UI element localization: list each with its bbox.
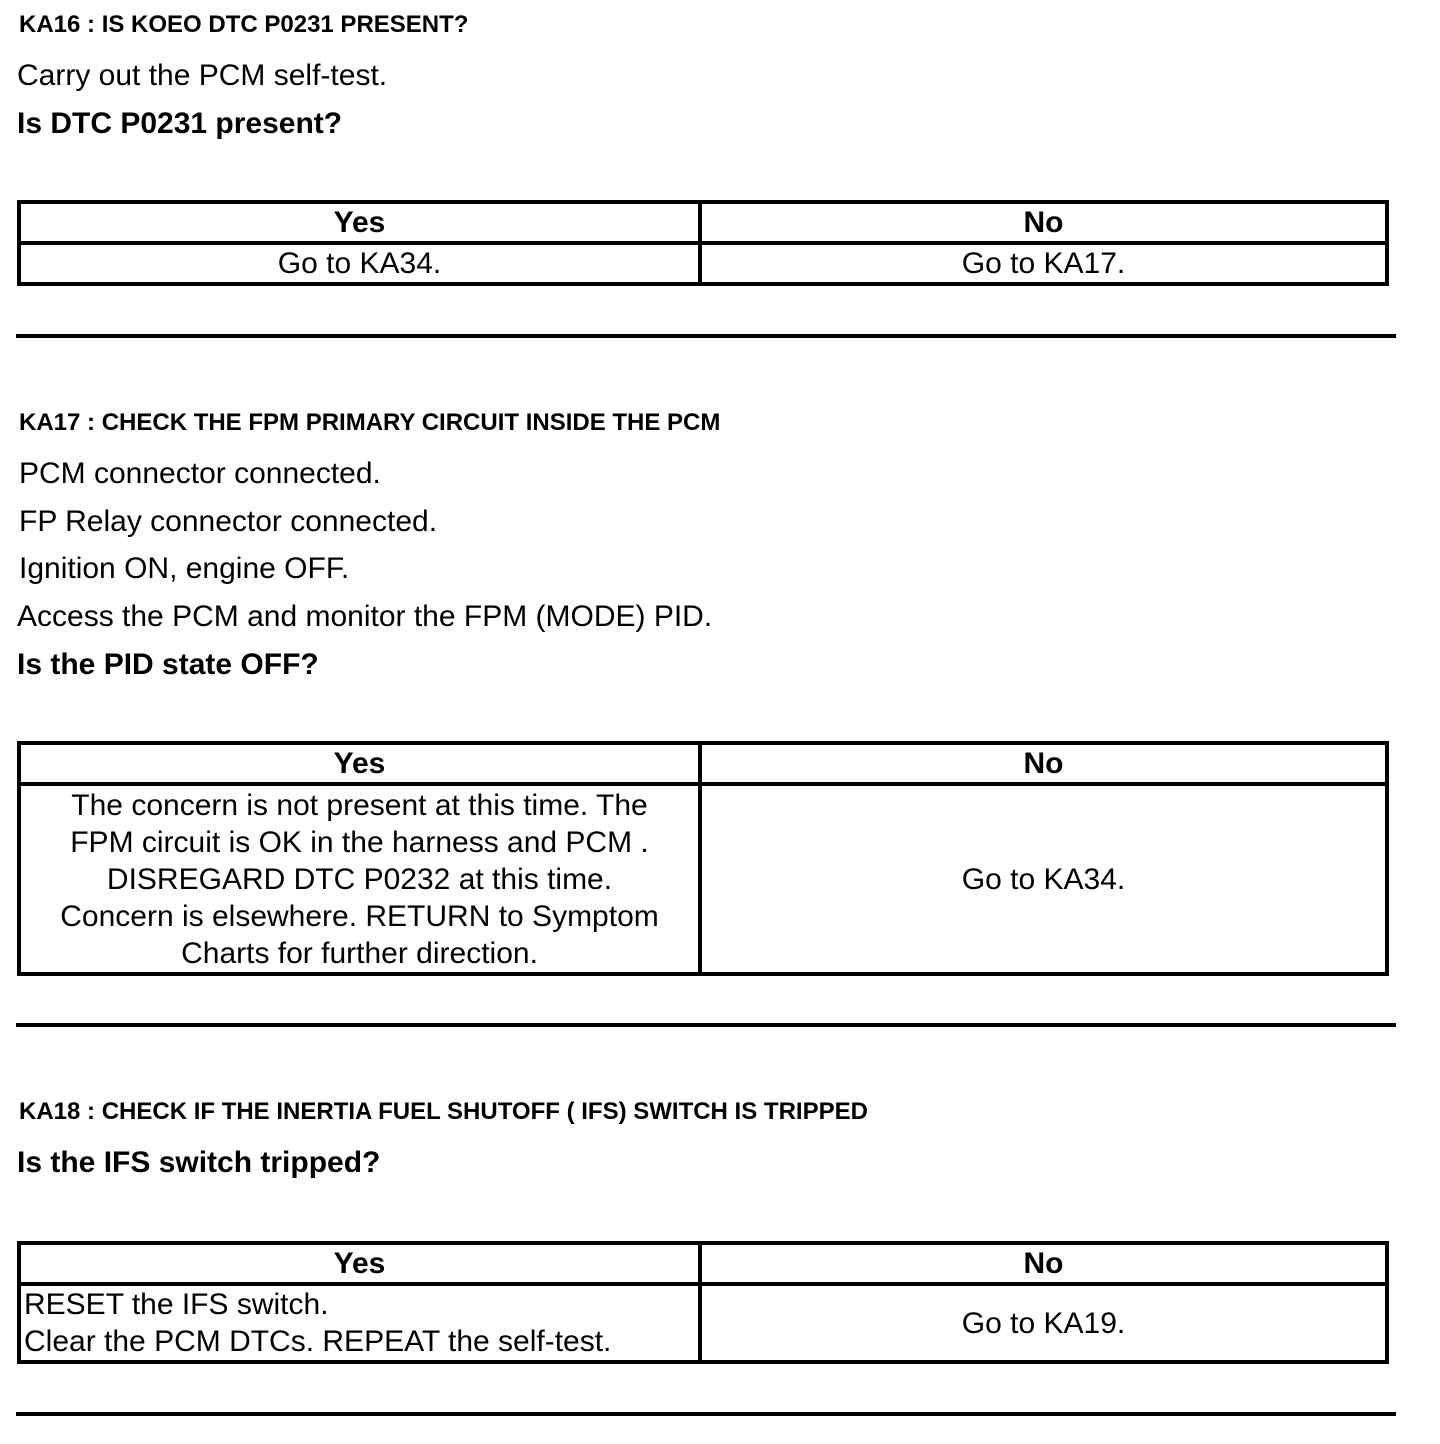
no-result: Go to KA19. [700,1284,1387,1362]
step-instruction: PCM connector connected. [19,457,381,490]
step-instruction: Access the PCM and monitor the FPM (MODE) PID. [17,600,713,633]
yes-result-line: Charts for further direction. [181,936,538,970]
section-divider [16,1023,1396,1027]
decision-table-ka17 [17,741,1389,976]
no-header: No [700,1243,1387,1284]
yes-result-line: Concern is elsewhere. RETURN to Symptom [60,899,659,933]
no-header: No [700,743,1387,784]
yes-result [19,1284,700,1362]
yes-result [19,243,700,284]
yes-result-line: Go to KA34. [277,247,442,280]
yes-result-line: The concern is not present at this time. The [71,788,648,822]
no-result: Go to KA34. [700,784,1387,974]
decision-table-ka16 [17,200,1389,286]
yes-result [19,784,700,974]
section-heading-ka16: KA16 : IS KOEO DTC P0231 PRESENT? [19,11,469,38]
yes-result-line: Clear the PCM DTCs. REPEAT the self-test. [24,1325,612,1358]
section-divider [16,1412,1396,1416]
section-heading-ka18: KA18 : CHECK IF THE INERTIA FUEL SHUTOFF ( IFS) SWITCH IS TRIPPED [19,1098,868,1125]
step-instruction: Ignition ON, engine OFF. [19,552,350,585]
yes-result-line: DISREGARD DTC P0232 at this time. [106,862,613,896]
yes-result-line: RESET the IFS switch. [24,1288,329,1321]
step-question: Is the PID state OFF? [17,648,319,681]
no-header: No [700,202,1387,243]
section-divider [16,334,1396,338]
step-instruction: FP Relay connector connected. [19,505,438,538]
decision-table-ka18 [17,1241,1389,1364]
section-heading-ka17: KA17 : CHECK THE FPM PRIMARY CIRCUIT INSIDE THE PCM [19,409,721,436]
yes-header: Yes [19,1243,700,1284]
step-question: Is the IFS switch tripped? [17,1146,381,1179]
yes-header: Yes [19,743,700,784]
no-result: Go to KA17. [700,243,1387,284]
step-question: Is DTC P0231 present? [17,107,343,140]
yes-result-line: FPM circuit is OK in the harness and PCM . [70,825,649,859]
yes-header: Yes [19,202,700,243]
step-instruction: Carry out the PCM self-test. [17,59,388,92]
